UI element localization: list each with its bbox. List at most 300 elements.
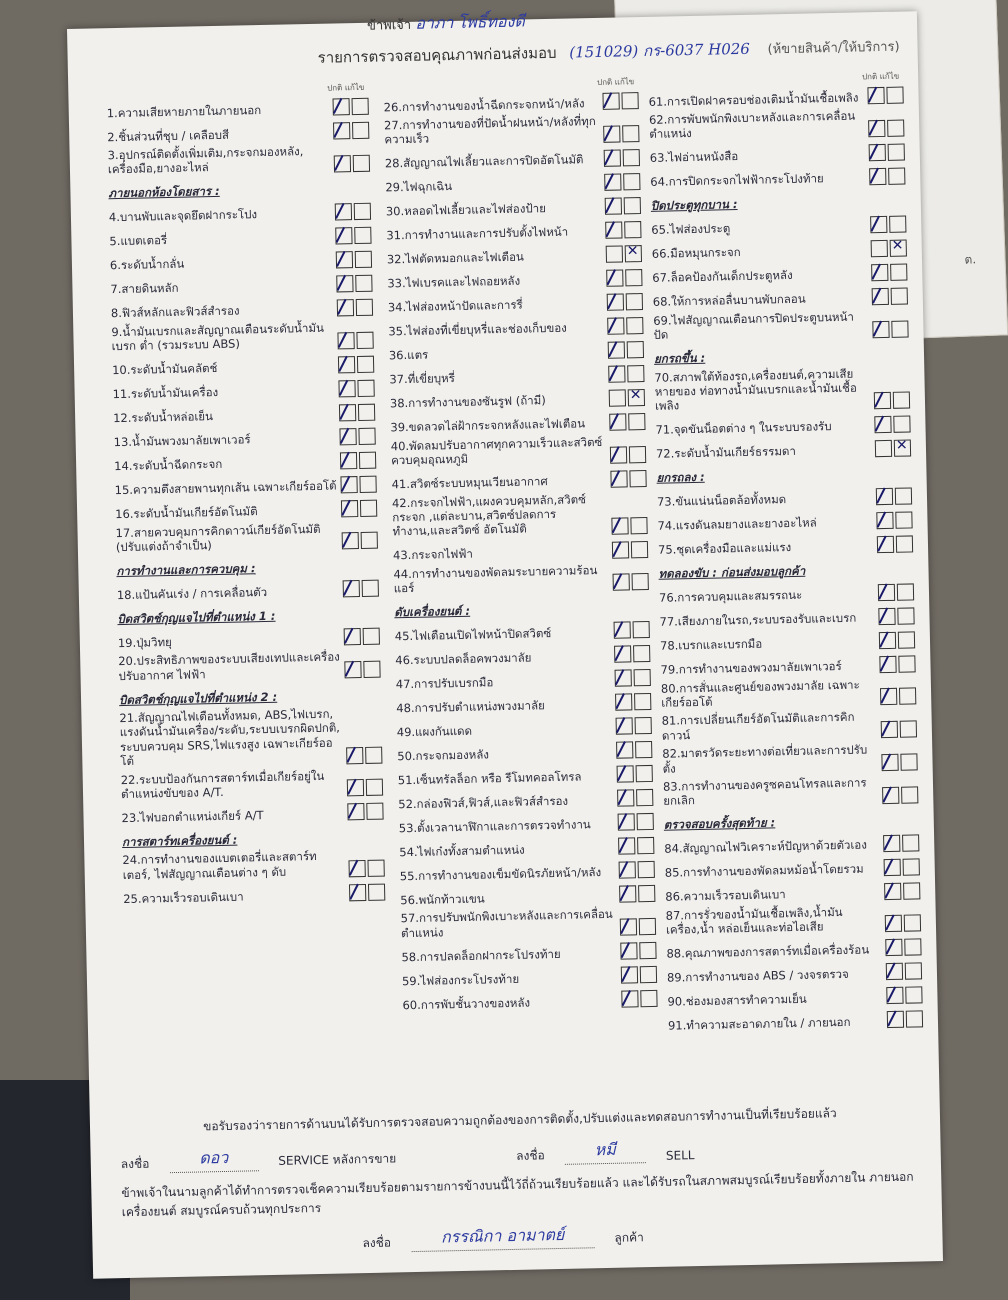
fixed-checkbox[interactable] bbox=[888, 143, 905, 160]
checklist-item bbox=[650, 140, 905, 165]
item-label: 40.พัดลมปรับอากาศทุกความเร็วและสวิตซ์ ควบคุมอุณหภูมิ bbox=[390, 434, 603, 468]
fixed-checkbox[interactable] bbox=[624, 221, 641, 238]
item-label: 77.เสียงภายในรถ,ระบบรองรับและเบรก bbox=[659, 610, 857, 630]
normal-checkbox[interactable] bbox=[605, 197, 622, 214]
normal-checkbox[interactable] bbox=[344, 628, 361, 645]
fixed-checkbox[interactable] bbox=[355, 250, 372, 267]
title-right-note: (ห้ขายสินค้า/ให้บริการ) bbox=[767, 39, 900, 58]
certify-text: ขอรับรองว่ารายการด้านบนได้รับการตรวจสอบความถูกต้องของการติดตั้ง,ปรับแต่งและทดสอบการทำงานเป็นที่เรียบร้อยแล้ว bbox=[203, 1106, 837, 1134]
fixed-checkbox[interactable] bbox=[628, 413, 645, 430]
normal-checkbox[interactable] bbox=[619, 862, 636, 879]
sell-signature: หมี bbox=[564, 1137, 646, 1165]
normal-checkbox[interactable] bbox=[608, 365, 625, 382]
checkbox-pair bbox=[605, 197, 641, 215]
item-label: 46.ระบบปลดล็อคพวงมาลัย bbox=[395, 650, 532, 668]
fixed-checkbox[interactable] bbox=[625, 245, 642, 262]
normal-checkbox[interactable] bbox=[338, 380, 355, 397]
checkbox-pair bbox=[349, 884, 385, 902]
checklist-item bbox=[655, 412, 910, 437]
normal-checkbox[interactable] bbox=[343, 580, 360, 597]
column-head: ปกติ แก้ไข bbox=[327, 82, 365, 93]
fixed-checkbox[interactable] bbox=[898, 655, 915, 672]
owner-line: ข้าพเจ้า อาภา โพธิ์ทองดี bbox=[366, 11, 525, 34]
fixed-checkbox[interactable] bbox=[363, 628, 380, 645]
normal-checkbox[interactable] bbox=[336, 251, 353, 268]
checklist-item bbox=[656, 436, 911, 461]
checkbox-pair bbox=[605, 221, 641, 239]
column-head: ปกติ แก้ไข bbox=[861, 71, 900, 82]
item-label: 22.ระบบป้องกันการสตาร์ทเมื่อเกียร์อยู่ใน ตำแหน่งขับของ A/T. bbox=[120, 768, 325, 801]
fixed-checkbox[interactable] bbox=[359, 451, 376, 468]
fixed-checkbox[interactable] bbox=[627, 341, 644, 358]
normal-checkbox[interactable] bbox=[602, 92, 619, 109]
normal-checkbox[interactable] bbox=[867, 87, 884, 104]
fixed-checkbox[interactable] bbox=[628, 389, 645, 406]
fixed-checkbox[interactable] bbox=[905, 987, 922, 1004]
item-label: 31.การทำงานและการปรับตั้งไฟหน้า bbox=[386, 224, 569, 243]
fixed-checkbox[interactable] bbox=[361, 532, 378, 549]
checkbox-pair bbox=[620, 918, 656, 936]
normal-checkbox[interactable] bbox=[879, 631, 896, 648]
fixed-checkbox[interactable] bbox=[893, 391, 910, 408]
fixed-checkbox[interactable] bbox=[632, 573, 649, 590]
checkbox-pair bbox=[608, 365, 644, 383]
item-label: 50.กระจกมองหลัง bbox=[397, 747, 490, 764]
item-label: 35.ไฟส่องที่เขี่ยบุหรี่และช่องเก็บของ bbox=[388, 321, 567, 339]
fixed-checkbox[interactable] bbox=[359, 475, 376, 492]
normal-checkbox[interactable] bbox=[334, 155, 351, 172]
checkbox-pair bbox=[609, 413, 645, 431]
normal-checkbox[interactable] bbox=[610, 446, 627, 463]
normal-checkbox[interactable] bbox=[615, 670, 632, 687]
fixed-checkbox[interactable] bbox=[360, 499, 377, 516]
fixed-checkbox[interactable] bbox=[624, 197, 641, 214]
checklist-item bbox=[398, 762, 653, 787]
checklist-item bbox=[400, 858, 655, 883]
checklist-item bbox=[115, 496, 377, 521]
item-label: 41.สวิตซ์ระบบหมุนเวียนอากาศ bbox=[391, 474, 548, 492]
fixed-checkbox[interactable] bbox=[629, 470, 646, 487]
normal-checkbox[interactable] bbox=[607, 317, 624, 334]
item-label: 76.การควบคุมและสมรรถนะ bbox=[658, 588, 803, 606]
normal-checkbox[interactable] bbox=[872, 288, 889, 305]
normal-checkbox[interactable] bbox=[613, 574, 630, 591]
checklist-item bbox=[395, 618, 650, 643]
checklist-item bbox=[397, 738, 652, 763]
checkbox-pair bbox=[607, 293, 643, 311]
normal-checkbox[interactable] bbox=[336, 275, 353, 292]
fixed-checkbox[interactable] bbox=[902, 834, 919, 851]
checkbox-pair bbox=[337, 298, 373, 316]
checkbox-pair bbox=[340, 451, 376, 469]
fixed-checkbox[interactable] bbox=[895, 487, 912, 504]
normal-checkbox[interactable] bbox=[339, 428, 356, 445]
normal-checkbox[interactable] bbox=[885, 915, 902, 932]
normal-checkbox[interactable] bbox=[348, 860, 365, 877]
item-label: 65.ไฟส่องประตู bbox=[651, 221, 731, 238]
normal-checkbox[interactable] bbox=[333, 122, 350, 139]
checklist-item bbox=[112, 376, 374, 401]
fixed-checkbox[interactable] bbox=[640, 990, 657, 1007]
section-heading bbox=[656, 460, 911, 485]
checkbox-pair bbox=[877, 535, 913, 553]
fixed-checkbox[interactable] bbox=[626, 317, 643, 334]
normal-checkbox[interactable] bbox=[340, 452, 357, 469]
item-label: 3.อุปกรณ์ติดตั้งเพิ่มเติม,กระจกมองหลัง, เครื่องมือ,ยางอะไหล่ bbox=[107, 144, 304, 177]
checkbox-pair bbox=[335, 202, 371, 220]
checklist-item bbox=[652, 260, 907, 285]
fixed-checkbox[interactable] bbox=[887, 119, 904, 136]
normal-checkbox[interactable] bbox=[611, 517, 628, 534]
item-label: 82.มาตรวัดระยะทางต่อเที่ยวและการปรับตั้ง bbox=[662, 742, 868, 776]
fixed-checkbox[interactable] bbox=[635, 717, 652, 734]
checkbox-pair bbox=[871, 239, 907, 257]
checkbox-pair bbox=[621, 990, 657, 1008]
normal-checkbox[interactable] bbox=[883, 834, 900, 851]
normal-checkbox[interactable] bbox=[871, 240, 888, 257]
checkbox-pair bbox=[869, 143, 905, 161]
fixed-checkbox[interactable] bbox=[886, 87, 903, 104]
fixed-checkbox[interactable] bbox=[368, 884, 385, 901]
fixed-checkbox[interactable] bbox=[891, 320, 908, 337]
normal-checkbox[interactable] bbox=[875, 439, 892, 456]
checklist-item bbox=[123, 881, 385, 906]
checkbox-pair bbox=[619, 861, 655, 879]
item-label: บิดสวิตช์กุญแจไปที่ตำแหน่ง 2 : bbox=[118, 689, 278, 707]
fixed-checkbox[interactable] bbox=[631, 541, 648, 558]
fixed-checkbox[interactable] bbox=[636, 765, 653, 782]
normal-checkbox[interactable] bbox=[340, 476, 357, 493]
checklist-item bbox=[402, 963, 657, 988]
item-label: 90.ช่องมองสารทำความเย็น bbox=[667, 991, 807, 1009]
normal-checkbox[interactable] bbox=[871, 264, 888, 281]
checkbox-pair bbox=[870, 215, 906, 233]
fixed-checkbox[interactable] bbox=[889, 215, 906, 232]
fixed-checkbox[interactable] bbox=[638, 885, 655, 902]
item-label: 75.ชุดเครื่องมือและแม่แรง bbox=[657, 540, 792, 558]
normal-checkbox[interactable] bbox=[610, 470, 627, 487]
checkbox-pair bbox=[616, 717, 652, 735]
fixed-checkbox[interactable] bbox=[638, 861, 655, 878]
checklist-item bbox=[391, 434, 647, 468]
normal-checkbox[interactable] bbox=[617, 790, 634, 807]
item-label: 79.การทำงานของพวงมาลัยเพาเวอร์ bbox=[660, 659, 842, 677]
checklist-item bbox=[389, 362, 644, 387]
normal-checkbox[interactable] bbox=[887, 1011, 904, 1028]
fixed-checkbox[interactable] bbox=[354, 226, 371, 243]
normal-checkbox[interactable] bbox=[604, 149, 621, 166]
normal-checkbox[interactable] bbox=[869, 144, 886, 161]
fixed-checkbox[interactable] bbox=[890, 239, 907, 256]
item-label: 81.การเปลี่ยนเกียร์อัตโนมัติและการคิกดาวน์ bbox=[661, 710, 855, 743]
normal-checkbox[interactable] bbox=[621, 966, 638, 983]
fixed-checkbox[interactable] bbox=[901, 786, 918, 803]
normal-checkbox[interactable] bbox=[886, 987, 903, 1004]
item-label: 2.ชิ้นส่วนที่ชุบ / เคลือบสี bbox=[107, 127, 230, 144]
section-heading bbox=[654, 341, 909, 366]
normal-checkbox[interactable] bbox=[879, 655, 896, 672]
normal-checkbox[interactable] bbox=[886, 963, 903, 980]
fixed-checkbox[interactable] bbox=[904, 915, 921, 932]
fixed-checkbox[interactable] bbox=[634, 693, 651, 710]
checklist-item bbox=[397, 714, 652, 739]
checklist-item bbox=[113, 424, 375, 449]
normal-checkbox[interactable] bbox=[339, 404, 356, 421]
checkbox-pair bbox=[617, 765, 653, 783]
fixed-checkbox[interactable] bbox=[353, 154, 370, 171]
fixed-checkbox[interactable] bbox=[625, 269, 642, 286]
fixed-checkbox[interactable] bbox=[355, 274, 372, 291]
checkbox-pair bbox=[887, 1011, 923, 1029]
normal-checkbox[interactable] bbox=[870, 216, 887, 233]
checkbox-pair bbox=[606, 269, 642, 287]
normal-checkbox[interactable] bbox=[614, 646, 631, 663]
checkbox-pair bbox=[621, 966, 657, 984]
checkbox-pair bbox=[614, 645, 650, 663]
normal-checkbox[interactable] bbox=[612, 541, 629, 558]
checkbox-pair bbox=[617, 789, 653, 807]
fixed-checkbox[interactable] bbox=[358, 427, 375, 444]
fixed-checkbox[interactable] bbox=[640, 966, 657, 983]
fixed-checkbox[interactable] bbox=[623, 149, 640, 166]
normal-checkbox[interactable] bbox=[618, 838, 635, 855]
normal-checkbox[interactable] bbox=[347, 803, 364, 820]
item-label: 30.หลอดไฟเลี้ยวและไฟส่องป้าย bbox=[385, 201, 547, 219]
normal-checkbox[interactable] bbox=[876, 487, 893, 504]
normal-checkbox[interactable] bbox=[620, 942, 637, 959]
normal-checkbox[interactable] bbox=[880, 688, 897, 705]
item-label: 6.ระดับน้ำกลั่น bbox=[109, 257, 185, 273]
normal-checkbox[interactable] bbox=[333, 98, 350, 115]
checklist-item bbox=[111, 295, 373, 320]
fixed-checkbox[interactable] bbox=[904, 939, 921, 956]
fixed-checkbox[interactable] bbox=[906, 1011, 923, 1028]
fixed-checkbox[interactable] bbox=[903, 858, 920, 875]
checkbox-pair bbox=[615, 669, 651, 687]
normal-checkbox[interactable] bbox=[877, 535, 894, 552]
item-label: 47.การปรับเบรกมือ bbox=[395, 675, 494, 692]
fixed-checkbox[interactable] bbox=[899, 688, 916, 705]
normal-checkbox[interactable] bbox=[337, 299, 354, 316]
fixed-checkbox[interactable] bbox=[622, 125, 639, 142]
checklist-item bbox=[114, 472, 376, 497]
normal-checkbox[interactable] bbox=[874, 415, 891, 432]
normal-checkbox[interactable] bbox=[618, 814, 635, 831]
fixed-checkbox[interactable] bbox=[356, 331, 373, 348]
normal-checkbox[interactable] bbox=[616, 742, 633, 759]
normal-checkbox[interactable] bbox=[874, 391, 891, 408]
normal-checkbox[interactable] bbox=[616, 718, 633, 735]
normal-checkbox[interactable] bbox=[608, 341, 625, 358]
normal-checkbox[interactable] bbox=[885, 939, 902, 956]
checkbox-pair bbox=[608, 341, 644, 359]
normal-checkbox[interactable] bbox=[881, 721, 898, 738]
normal-checkbox[interactable] bbox=[604, 173, 621, 190]
fixed-checkbox[interactable] bbox=[895, 511, 912, 528]
fixed-checkbox[interactable] bbox=[634, 669, 651, 686]
normal-checkbox[interactable] bbox=[615, 694, 632, 711]
fixed-checkbox[interactable] bbox=[352, 98, 369, 115]
checklist-item bbox=[668, 1008, 923, 1033]
fixed-checkbox[interactable] bbox=[630, 517, 647, 534]
fixed-checkbox[interactable] bbox=[635, 741, 652, 758]
checklist-item bbox=[386, 218, 641, 243]
fixed-checkbox[interactable] bbox=[637, 837, 654, 854]
normal-checkbox[interactable] bbox=[603, 125, 620, 142]
normal-checkbox[interactable] bbox=[349, 884, 366, 901]
checklist-item bbox=[665, 879, 920, 904]
item-label: 1.ความเสียหายภายในภายนอก bbox=[106, 102, 262, 120]
fixed-checkbox[interactable] bbox=[891, 287, 908, 304]
checklist-item bbox=[401, 906, 657, 940]
item-label: 14.ระดับน้ำฉีดกระจก bbox=[114, 457, 223, 474]
item-label: 85.การทำงานของพัดลมหม้อน้ำโดยรวม bbox=[664, 861, 864, 880]
fixed-checkbox[interactable] bbox=[897, 607, 914, 624]
normal-checkbox[interactable] bbox=[621, 990, 638, 1007]
fixed-checkbox[interactable] bbox=[903, 882, 920, 899]
checkbox-pair bbox=[339, 403, 375, 421]
fixed-checkbox[interactable] bbox=[357, 355, 374, 372]
fixed-checkbox[interactable] bbox=[636, 789, 653, 806]
fixed-checkbox[interactable] bbox=[900, 753, 917, 770]
checkbox-pair bbox=[609, 389, 645, 407]
checkbox-pair bbox=[874, 415, 910, 433]
fixed-checkbox[interactable] bbox=[356, 298, 373, 315]
fixed-checkbox[interactable] bbox=[621, 92, 638, 109]
normal-checkbox[interactable] bbox=[344, 661, 361, 678]
checklist-item bbox=[654, 365, 910, 413]
normal-checkbox[interactable] bbox=[338, 356, 355, 373]
checkbox-pair bbox=[347, 803, 383, 821]
checklist-item bbox=[383, 89, 638, 114]
checkbox-pair bbox=[338, 355, 374, 373]
normal-checkbox[interactable] bbox=[884, 858, 901, 875]
normal-checkbox[interactable] bbox=[614, 622, 631, 639]
checklist-item bbox=[391, 467, 646, 492]
normal-checkbox[interactable] bbox=[335, 203, 352, 220]
inspection-sheet bbox=[67, 11, 943, 1279]
item-label: 18.แป้นคันเร่ง / การเคลื่อนตัว bbox=[116, 584, 268, 602]
item-label: ยกรถลง : bbox=[656, 470, 705, 486]
normal-checkbox[interactable] bbox=[341, 500, 358, 517]
checklist-item bbox=[390, 410, 645, 435]
fixed-checkbox[interactable] bbox=[894, 439, 911, 456]
fixed-checkbox[interactable] bbox=[898, 631, 915, 648]
fixed-checkbox[interactable] bbox=[358, 403, 375, 420]
fixed-checkbox[interactable] bbox=[366, 779, 383, 796]
fixed-checkbox[interactable] bbox=[888, 167, 905, 184]
fixed-checkbox[interactable] bbox=[352, 122, 369, 139]
fixed-checkbox[interactable] bbox=[366, 803, 383, 820]
checkbox-pair bbox=[607, 317, 643, 335]
normal-checkbox[interactable] bbox=[876, 511, 893, 528]
fixed-checkbox[interactable] bbox=[623, 173, 640, 190]
normal-checkbox[interactable] bbox=[606, 269, 623, 286]
fixed-checkbox[interactable] bbox=[626, 293, 643, 310]
normal-checkbox[interactable] bbox=[337, 332, 354, 349]
normal-checkbox[interactable] bbox=[878, 607, 895, 624]
fixed-checkbox[interactable] bbox=[367, 860, 384, 877]
fixed-checkbox[interactable] bbox=[363, 661, 380, 678]
checklist-item bbox=[109, 199, 371, 224]
checkbox-pair bbox=[867, 87, 903, 105]
normal-checkbox[interactable] bbox=[620, 918, 637, 935]
section-heading bbox=[116, 553, 378, 578]
checklist-item bbox=[121, 800, 383, 825]
fixed-checkbox[interactable] bbox=[639, 942, 656, 959]
fixed-checkbox[interactable] bbox=[362, 580, 379, 597]
checklist-item bbox=[119, 706, 382, 769]
normal-checkbox[interactable] bbox=[346, 746, 363, 763]
normal-checkbox[interactable] bbox=[881, 754, 898, 771]
normal-checkbox[interactable] bbox=[605, 221, 622, 238]
checklist-item bbox=[118, 625, 380, 650]
fixed-checkbox[interactable] bbox=[633, 621, 650, 638]
fixed-checkbox[interactable] bbox=[365, 746, 382, 763]
checklist-item bbox=[651, 212, 906, 237]
checklist-item bbox=[666, 903, 922, 937]
normal-checkbox[interactable] bbox=[609, 389, 626, 406]
column-head: ปกติ แก้ไข bbox=[596, 77, 635, 87]
fixed-checkbox[interactable] bbox=[900, 721, 917, 738]
checklist-item bbox=[389, 338, 644, 363]
fixed-checkbox[interactable] bbox=[893, 415, 910, 432]
fixed-checkbox[interactable] bbox=[629, 446, 646, 463]
item-label: 52.กล่องฟิวส์,ฟิวส์,และฟิวส์สำรอง bbox=[398, 793, 569, 812]
fixed-checkbox[interactable] bbox=[357, 379, 374, 396]
normal-checkbox[interactable] bbox=[884, 882, 901, 899]
fixed-checkbox[interactable] bbox=[896, 535, 913, 552]
fixed-checkbox[interactable] bbox=[633, 645, 650, 662]
section-heading bbox=[394, 594, 649, 619]
item-label: 91.ทำความสะอาดภายใน / ภายนอก bbox=[667, 1014, 851, 1033]
fixed-checkbox[interactable] bbox=[354, 202, 371, 219]
normal-checkbox[interactable] bbox=[607, 293, 624, 310]
checkbox-pair bbox=[338, 379, 374, 397]
fixed-checkbox[interactable] bbox=[897, 583, 914, 600]
normal-checkbox[interactable] bbox=[342, 532, 359, 549]
normal-checkbox[interactable] bbox=[335, 227, 352, 244]
item-label: 17.สายควบคุมการคิกดาวน์เกียร์อัตโนมัติ (ปรับแต่งถ้าจำเป็น) bbox=[115, 521, 321, 555]
customer-signature: กรรณิกา อามาตย์ bbox=[411, 1222, 595, 1252]
checklist-item bbox=[108, 143, 371, 177]
checkbox-pair bbox=[868, 119, 904, 137]
normal-checkbox[interactable] bbox=[882, 786, 899, 803]
checklist-item bbox=[395, 642, 650, 667]
checkbox-pair bbox=[610, 470, 646, 488]
checklist-item bbox=[660, 628, 915, 653]
normal-checkbox[interactable] bbox=[619, 886, 636, 903]
fixed-checkbox[interactable] bbox=[637, 813, 654, 830]
checklist-item bbox=[653, 284, 908, 309]
normal-checkbox[interactable] bbox=[609, 413, 626, 430]
checkbox-pair bbox=[876, 511, 912, 529]
normal-checkbox[interactable] bbox=[617, 766, 634, 783]
normal-checkbox[interactable] bbox=[347, 779, 364, 796]
fixed-checkbox[interactable] bbox=[639, 918, 656, 935]
normal-checkbox[interactable] bbox=[878, 583, 895, 600]
normal-checkbox[interactable] bbox=[868, 120, 885, 137]
title-handwriting: (151029) กร-6037 H026 bbox=[569, 39, 751, 62]
normal-checkbox[interactable] bbox=[606, 245, 623, 262]
item-label: 45.ไฟเตือนเปิดไฟหน้าปิดสวิตซ์ bbox=[394, 626, 552, 644]
fixed-checkbox[interactable] bbox=[627, 365, 644, 382]
normal-checkbox[interactable] bbox=[872, 320, 889, 337]
fixed-checkbox[interactable] bbox=[905, 963, 922, 980]
normal-checkbox[interactable] bbox=[869, 168, 886, 185]
fixed-checkbox[interactable] bbox=[890, 263, 907, 280]
item-label: 39.ขดลวดไล่ฝ้ากระจกหลังและไฟเตือน bbox=[390, 416, 586, 435]
